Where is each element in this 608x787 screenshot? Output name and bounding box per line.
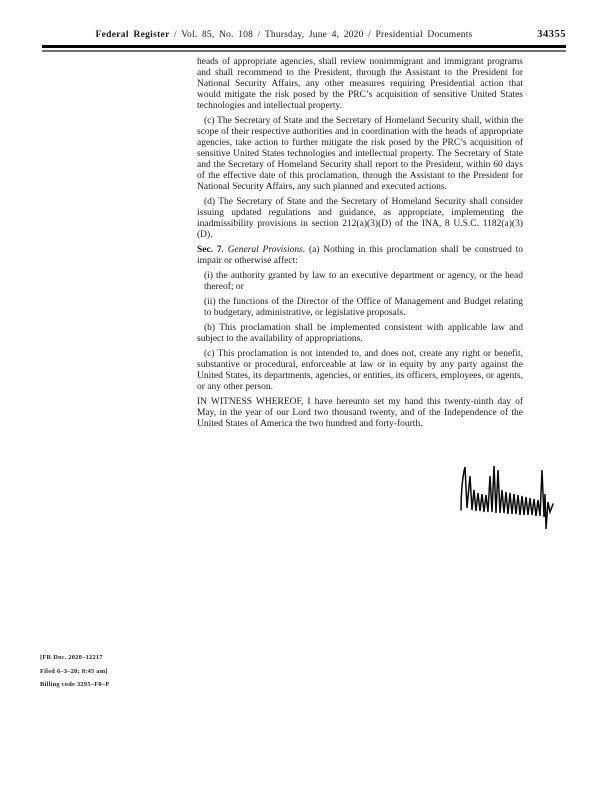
running-head xyxy=(42,28,566,42)
running-head-title xyxy=(42,28,526,42)
publication-name: Federal Register xyxy=(95,30,170,40)
fr-doc-number: [FR Doc. 2020–12217 xyxy=(40,654,103,661)
document-body xyxy=(197,57,523,434)
sec7-label: Sec. 7 xyxy=(197,245,222,255)
paragraph-sec6-c: (c) The Secretary of State and the Secretary of Homeland Security shall, within the scope of their respective authorities and in coordination with the heads of appropriate agencies, take action to further mitigate the risk posed by the PRC’s acquisition of sensitive United States technologies and intellectual property. The Secretary of State and the Secretary of Homeland Security shall report to the President, within 60 days of the effective date of this proclamation, through the Assistant to the President for National Security Affairs, any such planned and executed actions. xyxy=(197,116,523,192)
paragraph-sec7-i: (i) the authority granted by law to an executive department or agency, or the head thereof; or xyxy=(204,271,523,292)
issue-info: / Vol. 85, No. 108 / Thursday, June 4, 2020 / Presidential Documents xyxy=(173,30,473,40)
paragraph-sec6-d: (d) The Secretary of State and the Secretary of Homeland Security shall consider issuing updated regulations and guidance, as appropriate, implementing the inadmissibility provisions in section 212(a)(3)(D) of the INA, 8 U.S.C. 1182(a)(3)(D). xyxy=(197,197,523,240)
paragraph-sec7-heading xyxy=(197,245,523,267)
paragraph-sec7-b: (b) This proclamation shall be implemented consistent with applicable law and subject to the availability of appropriations. xyxy=(197,323,523,344)
filing-notes xyxy=(40,651,109,692)
signature-glyph xyxy=(457,460,563,530)
header-rule-thick xyxy=(42,45,566,48)
billing-code: Billing code 3295–F0–P xyxy=(40,681,110,688)
sec7-rest: (a) Nothing in this proclamation shall be construed to impair or otherwise affect: xyxy=(197,245,523,266)
paragraph-sec7-c: (c) This proclamation is not intended to, and does not, create any right or benefit, substantive or procedural, enforceable at law or in equity by any party against the United States, its departments, agencies, or entities, its officers, employees, or agents, or any other person. xyxy=(197,349,523,392)
sec7-title: . General Provisions. xyxy=(221,245,306,255)
paragraph-sec7-ii: (ii) the functions of the Director of the Office of Management and Budget relating to budgetary, administrative, or legislative proposals. xyxy=(204,297,523,318)
paragraph-witness-clause: IN WITNESS WHEREOF, I have hereunto set my hand this twenty-ninth day of May, in the year of our Lord two thousand twenty, and of the Independence of the United States of America the two hundred and forty-fourth. xyxy=(197,397,523,429)
header-rule-thin xyxy=(42,50,566,52)
page-header xyxy=(42,28,566,52)
filed-date: Filed 6–3–20; 8:45 am] xyxy=(40,667,108,675)
presidential-signature xyxy=(457,460,563,530)
paragraph-continuation: heads of appropriate agencies, shall review nonimmigrant and immigrant programs and shall recommend to the President, through the Assistant to the President for National Security Affairs, any other measures requiring Presidential action that would mitigate the risk posed by the PRC’s acquisition of sensitive United States technologies and intellectual property. xyxy=(197,57,523,111)
page-number: 34355 xyxy=(537,29,566,40)
